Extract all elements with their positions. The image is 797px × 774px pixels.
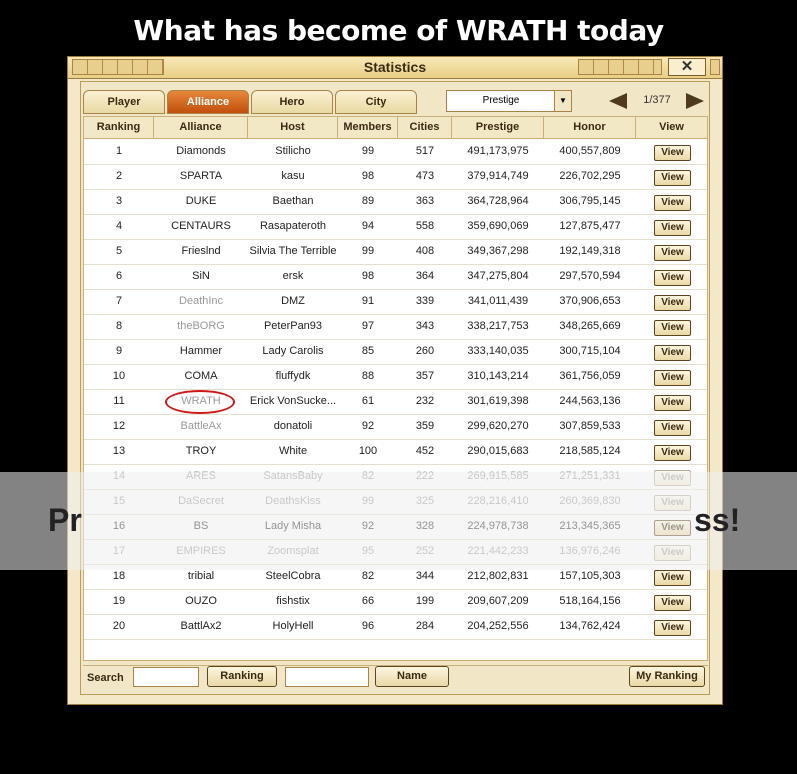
host-cell: SteelCobra xyxy=(265,570,321,582)
host-cell: ersk xyxy=(282,270,304,282)
table-row xyxy=(84,214,707,240)
view-button[interactable]: View xyxy=(654,245,691,261)
prestige-cell: 209,607,209 xyxy=(467,595,529,607)
host-cell: White xyxy=(278,445,308,457)
view-button[interactable]: View xyxy=(654,420,691,436)
tab-city[interactable]: City xyxy=(335,90,417,114)
members-cell: 88 xyxy=(361,370,375,382)
members-cell: 61 xyxy=(361,395,375,407)
cities-cell: 517 xyxy=(415,145,435,157)
members-cell: 100 xyxy=(358,445,378,457)
view-button[interactable]: View xyxy=(654,445,691,461)
honor-cell: 297,570,594 xyxy=(559,270,621,282)
prev-page-arrow-icon[interactable] xyxy=(609,93,627,109)
cities-cell: 408 xyxy=(415,245,435,257)
alliance-cell: BattleAx xyxy=(180,420,222,432)
host-cell: Erick VonSucke... xyxy=(249,395,337,407)
alliance-cell: tribial xyxy=(187,570,215,582)
table-row xyxy=(84,339,707,365)
table-row xyxy=(84,264,707,290)
ranking-search-input[interactable] xyxy=(133,667,199,687)
members-cell: 89 xyxy=(361,195,375,207)
honor-cell: 306,795,145 xyxy=(559,195,621,207)
sort-select[interactable] xyxy=(446,90,572,112)
cities-cell: 284 xyxy=(415,620,435,632)
table-row xyxy=(84,139,707,165)
header-host[interactable]: Host xyxy=(248,117,338,139)
table-row xyxy=(84,389,707,415)
image-caption: What has become of WRATH today xyxy=(133,14,664,47)
alliance-cell: Frieslnd xyxy=(181,245,221,257)
honor-cell: 134,762,424 xyxy=(559,620,621,632)
honor-cell: 348,265,669 xyxy=(559,320,621,332)
table-row xyxy=(84,239,707,265)
honor-cell: 361,756,059 xyxy=(559,370,621,382)
rank-cell: 18 xyxy=(112,570,126,582)
rank-cell: 12 xyxy=(112,420,126,432)
members-cell: 99 xyxy=(361,245,375,257)
host-cell: Stilicho xyxy=(275,145,311,157)
cities-cell: 558 xyxy=(415,220,435,232)
honor-cell: 192,149,318 xyxy=(559,245,621,257)
view-button[interactable]: View xyxy=(654,370,691,386)
prestige-cell: 349,367,298 xyxy=(467,245,529,257)
table-row xyxy=(84,589,707,615)
statistics-panel xyxy=(80,81,710,695)
members-cell: 99 xyxy=(361,145,375,157)
rank-cell: 6 xyxy=(115,270,123,282)
alliance-cell: SiN xyxy=(192,270,210,282)
table-row xyxy=(84,164,707,190)
cities-cell: 199 xyxy=(415,595,435,607)
members-cell: 92 xyxy=(361,420,375,432)
members-cell: 85 xyxy=(361,345,375,357)
table-row xyxy=(84,314,707,340)
alliance-cell: OUZO xyxy=(185,595,217,607)
watermark-text-left: Pr xyxy=(48,502,82,538)
host-cell: fluffydk xyxy=(275,370,311,382)
window-title: Statistics xyxy=(363,59,427,75)
host-cell: DMZ xyxy=(281,295,305,307)
members-cell: 91 xyxy=(361,295,375,307)
prestige-cell: 341,011,439 xyxy=(467,295,529,307)
sort-select-value: Prestige xyxy=(482,95,520,106)
rank-cell: 10 xyxy=(112,370,126,382)
header-cities[interactable]: Cities xyxy=(398,117,452,139)
rank-cell: 2 xyxy=(115,170,123,182)
members-cell: 97 xyxy=(361,320,375,332)
members-cell: 98 xyxy=(361,270,375,282)
host-cell: fishstix xyxy=(276,595,310,607)
prestige-cell: 204,252,556 xyxy=(467,620,529,632)
cities-cell: 232 xyxy=(415,395,435,407)
my-ranking-button[interactable]: My Ranking xyxy=(629,666,705,687)
watermark-overlay xyxy=(0,472,797,570)
rank-cell: 11 xyxy=(113,395,125,407)
host-cell: kasu xyxy=(281,170,305,182)
table-row xyxy=(84,614,707,640)
alliance-cell: theBORG xyxy=(177,320,225,332)
page-indicator: 1/377 xyxy=(643,94,671,106)
honor-cell: 300,715,104 xyxy=(559,345,621,357)
prestige-cell: 364,728,964 xyxy=(467,195,529,207)
view-button[interactable]: View xyxy=(654,345,691,361)
host-cell: donatoli xyxy=(273,420,313,432)
host-cell: Lady Carolis xyxy=(262,345,324,357)
prestige-cell: 310,143,214 xyxy=(467,370,529,382)
search-ranking-button[interactable]: Ranking xyxy=(207,666,277,687)
cities-cell: 260 xyxy=(415,345,435,357)
statistics-window xyxy=(67,56,723,705)
members-cell: 66 xyxy=(361,595,375,607)
view-button[interactable]: View xyxy=(654,195,691,211)
search-label: Search xyxy=(87,672,124,684)
view-button[interactable]: View xyxy=(654,320,691,336)
honor-cell: 400,557,809 xyxy=(559,145,621,157)
view-button[interactable]: View xyxy=(654,145,691,161)
prestige-cell: 359,690,069 xyxy=(467,220,529,232)
view-button[interactable]: View xyxy=(654,620,691,636)
header-ranking[interactable]: Ranking xyxy=(84,117,154,139)
view-button[interactable]: View xyxy=(654,570,691,586)
host-cell: PeterPan93 xyxy=(263,320,323,332)
rank-cell: 4 xyxy=(115,220,123,232)
prestige-cell: 379,914,749 xyxy=(467,170,529,182)
host-cell: Baethan xyxy=(272,195,314,207)
prestige-cell: 212,802,831 xyxy=(467,570,529,582)
rank-cell: 20 xyxy=(112,620,126,632)
header-view: View xyxy=(636,117,707,139)
view-button[interactable]: View xyxy=(654,170,691,186)
cities-cell: 344 xyxy=(415,570,435,582)
host-cell: HolyHell xyxy=(272,620,314,632)
alliance-cell: CENTAURS xyxy=(171,220,231,232)
rank-cell: 13 xyxy=(112,445,126,457)
honor-cell: 370,906,653 xyxy=(559,295,621,307)
host-cell: Rasapateroth xyxy=(259,220,327,232)
next-page-arrow-icon[interactable] xyxy=(686,93,704,109)
tab-alliance[interactable]: Alliance xyxy=(167,90,249,114)
cities-cell: 343 xyxy=(415,320,435,332)
members-cell: 94 xyxy=(361,220,375,232)
window-titlebar[interactable] xyxy=(68,57,722,79)
prestige-cell: 333,140,035 xyxy=(467,345,529,357)
honor-cell: 518,164,156 xyxy=(559,595,621,607)
honor-cell: 244,563,136 xyxy=(559,395,621,407)
tab-player[interactable]: Player xyxy=(83,90,165,114)
cities-cell: 452 xyxy=(415,445,435,457)
view-button[interactable]: View xyxy=(654,270,691,286)
alliance-cell: Diamonds xyxy=(176,145,226,157)
dropdown-arrow-icon[interactable]: ▼ xyxy=(554,91,571,111)
cities-cell: 363 xyxy=(415,195,435,207)
table-row xyxy=(84,189,707,215)
rank-cell: 8 xyxy=(115,320,123,332)
members-cell: 98 xyxy=(361,170,375,182)
prestige-cell: 290,015,683 xyxy=(467,445,529,457)
header-honor[interactable]: Honor xyxy=(544,117,636,139)
header-members[interactable]: Members xyxy=(338,117,398,139)
rank-cell: 7 xyxy=(115,295,123,307)
prestige-cell: 347,275,804 xyxy=(467,270,529,282)
rank-cell: 1 xyxy=(115,145,123,157)
honor-cell: 157,105,303 xyxy=(559,570,621,582)
rank-cell: 3 xyxy=(115,195,123,207)
name-search-input[interactable] xyxy=(285,667,369,687)
prestige-cell: 301,619,398 xyxy=(467,395,529,407)
table-row xyxy=(84,414,707,440)
table-row xyxy=(84,289,707,315)
rank-cell: 5 xyxy=(115,245,123,257)
header-prestige[interactable]: Prestige xyxy=(452,117,544,139)
alliance-cell: DeathInc xyxy=(178,295,224,307)
view-button[interactable]: View xyxy=(654,395,691,411)
honor-cell: 127,875,477 xyxy=(559,220,621,232)
view-button[interactable]: View xyxy=(654,595,691,611)
alliance-cell: WRATH xyxy=(181,395,221,407)
alliance-cell: TROY xyxy=(185,445,217,457)
view-button[interactable]: View xyxy=(654,220,691,236)
alliance-cell: COMA xyxy=(184,370,218,382)
table-row xyxy=(84,364,707,390)
table-row xyxy=(84,439,707,465)
rank-cell: 9 xyxy=(115,345,123,357)
alliance-cell: SPARTA xyxy=(179,170,223,182)
tab-hero[interactable]: Hero xyxy=(251,90,333,114)
watermark-text-right: ss! xyxy=(694,502,741,538)
ranking-table xyxy=(83,116,708,661)
cities-cell: 364 xyxy=(415,270,435,282)
prestige-cell: 299,620,270 xyxy=(467,420,529,432)
close-button[interactable]: ✕ xyxy=(668,58,706,76)
alliance-cell: Hammer xyxy=(179,345,223,357)
cities-cell: 339 xyxy=(415,295,435,307)
cities-cell: 357 xyxy=(415,370,435,382)
cities-cell: 473 xyxy=(415,170,435,182)
rank-cell: 19 xyxy=(112,595,126,607)
search-name-button[interactable]: Name xyxy=(375,666,449,687)
honor-cell: 226,702,295 xyxy=(559,170,621,182)
alliance-cell: BattlAx2 xyxy=(180,620,222,632)
honor-cell: 218,585,124 xyxy=(559,445,621,457)
prestige-cell: 491,173,975 xyxy=(467,145,529,157)
alliance-cell: DUKE xyxy=(185,195,217,207)
members-cell: 96 xyxy=(361,620,375,632)
host-cell: Silvia The Terrible xyxy=(249,245,337,257)
prestige-cell: 338,217,753 xyxy=(467,320,529,332)
members-cell: 82 xyxy=(361,570,375,582)
view-button[interactable]: View xyxy=(654,295,691,311)
header-alliance[interactable]: Alliance xyxy=(154,117,248,139)
honor-cell: 307,859,533 xyxy=(559,420,621,432)
cities-cell: 359 xyxy=(415,420,435,432)
